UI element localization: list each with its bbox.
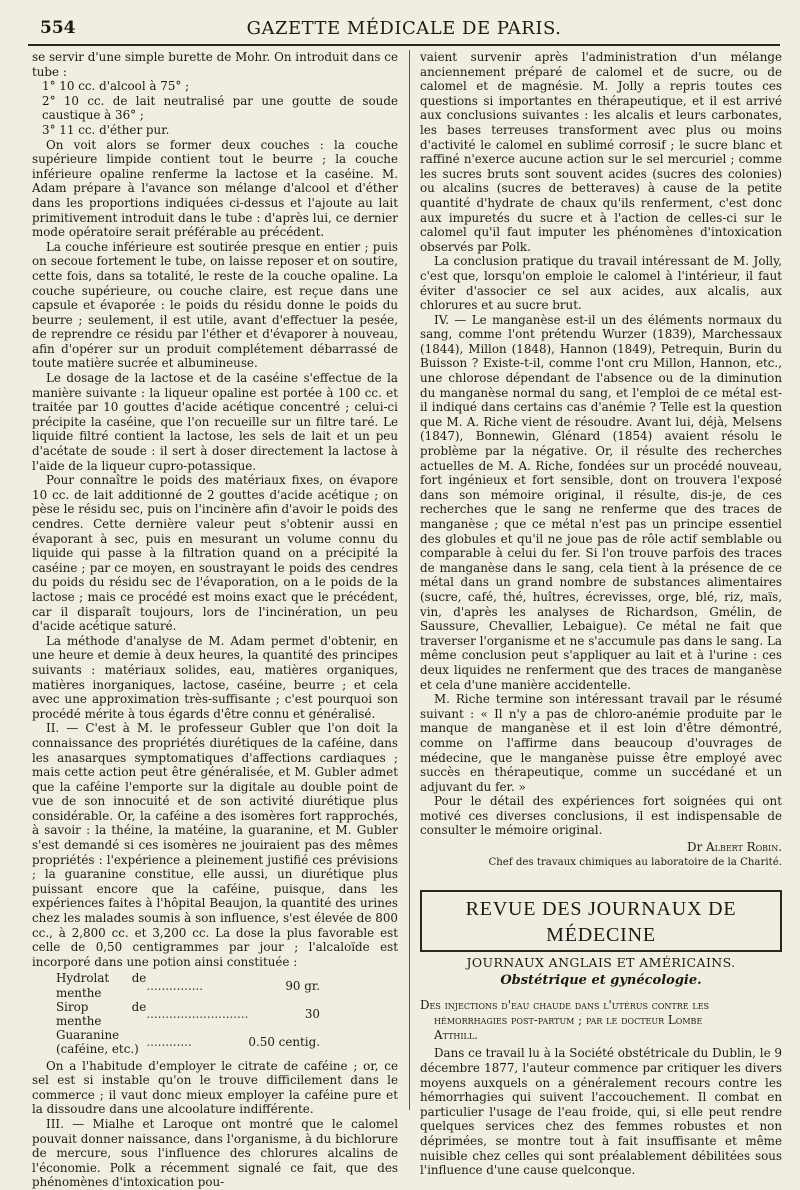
author-signature [420, 840, 782, 855]
paragraph: On a l'habitude d'employer le citrate de caféine ; or, ce sel est si instable qu'on le trouve difficilement dans le commerce ; il vaut donc mieux employer la caféine pure et la dissoudre dans une alcoolature indifférente. [32, 1058, 398, 1117]
list-item: 2° 10 cc. de lait neutralisé par une goutte de soude caustique à 36° ; [42, 93, 398, 123]
section-header-box [420, 890, 782, 952]
signature-prefix: Dr [687, 840, 703, 855]
article-title-line: Des injections d'eau chaude dans l'utérus contre les [420, 998, 710, 1013]
paragraph: M. Riche termine son intéressant travail par le résumé suivant : « Il n'y a pas de chloro-anémie produite par le manque de manganèse et il est loin d'être démontré, comme on l'affirme dans beaucoup d'ouvrages de médecine, que le manganèse puisse être employé avec succès en thérapeutique, comme un succédané et un adjuvant du fer. » [420, 692, 782, 794]
article-title [420, 998, 782, 1043]
left-column [32, 50, 398, 1190]
column-divider [409, 50, 410, 1110]
table-row [56, 1028, 356, 1056]
ingredient-amount: 90 gr. [285, 978, 320, 993]
right-column [420, 50, 782, 1178]
page-header [28, 14, 780, 46]
ingredient-name: Sirop de menthe [56, 999, 147, 1029]
paragraph: On voit alors se former deux couches : la couche supérieure limpide contient tout le beurre ; la couche inférieure opaline renferme la lactose et la caséine. M. Adam prépare à l'avance son mélange d'alcool et d'éther dans les proportions indiquées ci-dessus et l'ajoute au lait primitivement introduit dans le tube : d'après lui, ce dernier mode opératoire serait préférable au précédent. [32, 137, 398, 240]
list-item: 3° 11 cc. d'éther pur. [42, 122, 170, 137]
article-title-line: Atthill. [434, 1028, 478, 1043]
paragraph: se servir d'une simple burette de Mohr. On introduit dans ce tube : [32, 50, 398, 79]
leader-dots: ........................... [146, 1006, 249, 1021]
paragraph: III. — Mialhe et Laroque ont montré que le calomel pouvait donner naissance, dans l'organisme, à du bichlorure de mercure, sous l'influence des chlorures alcalins de l'économie. Polk a récemment signalé ce fait, que des phénomènes d'intoxication pou- [32, 1117, 398, 1190]
paragraph: Pour connaître le poids des matériaux fixes, on évapore 10 cc. de lait additionné de 2 gouttes d'acide acétique ; on pèse le résidu sec, puis on l'incinère afin d'avoir le poids des cendres. Cette dernière valeur peut s'obtenir aussi en évaporant à sec, puis en mesurant un volume connu du liquide qui passe à la filtration quand on a précipité la caséine ; par ce moyen, en soustrayant le poids des cendres du poids du résidu sec de l'évaporation, on a le poids de la lactose ; mais ce procédé est moins exact que le précédent, car il disparaît toujours, lors de l'incinération, un peu d'acide acétique saturé. [32, 473, 398, 634]
ingredient-name: Hydrolat de menthe [56, 971, 147, 1000]
leader-dots: ............ [146, 1035, 192, 1050]
section-subtitle: JOURNAUX ANGLAIS ET AMÉRICAINS. [466, 955, 736, 971]
paragraph: Pour le détail des expériences fort soignées qui ont motivé ces diverses conclusions, il est indispensable de consulter le mémoire original. [420, 794, 782, 838]
ingredient-amount: 30 [304, 1006, 320, 1021]
paragraph: II. — C'est à M. le professeur Gubler que l'on doit la connaissance des propriétés diurétiques de la caféine, dans les anasarques symptomatiques d'affections cardiaques ; mais cette action peut être généralisée, et M. Gubler admet que la caféine l'emporte sur la digitale au double point de vue de son innocuité et de son activité diurétique plus considérable. Or, la caféine a des isomères fort rapprochés, à savoir : la théine, la matéine, la guaranine, et M. Gubler s'est demandé si ces isomères ne jouiraient pas des mêmes propriétés : l'expérience a pleinement justifié ces prévisions ; la guaranine constitue, elle aussi, un diurétique plus puissant encore que la caféine, puisque, dans les expériences faites à l'hôpital Beaujon, la quantité des urines chez les malades soumis à son influence, s'est élevée de 800 cc., à 2,800 cc. et 3,200 cc. La dose la plus favorable est celle de 0,50 centigrammes par jour ; l'alcaloïde est incorporé dans une potion ainsi constituée : [32, 721, 398, 969]
journal-title: GAZETTE MÉDICALE DE PARIS. [246, 18, 562, 39]
paragraph: vaient survenir après l'administration d'un mélange anciennement préparé de calomel et de sucre, ou de calomel et de magnésie. M. Jolly a repris toutes ces questions si importantes en thérapeutique, et il est arrivé aux conclusions suivantes : les alcalis et leurs carbonates, les bases terreuses transforment avec plus ou moins d'activité le calomel en sublimé corrosif ; le sucre blanc et raffiné n'exerce aucune action sur le sel mercuriel ; comme les sucres bruts sont souvent acides (sucres des colonies) ou alcalins (sucres de betteraves) à cause de la petite quantité d'hydrate de chaux qu'ils renferment, c'est donc aux impuretés du sucre et à l'action de celles-ci sur le calomel qu'il faut imputer les phénomènes d'intoxication observés par Polk. [420, 50, 782, 254]
list-item: 1° 10 cc. d'alcool à 75° ; [42, 79, 190, 94]
paragraph: Le dosage de la lactose et de la caséine s'effectue de la manière suivante : la liqueur opaline est portée à 100 cc. et traitée par 10 gouttes d'acide acétique concentré ; celui-ci précipite la caséine, que l'on recueille sur un filtre taré. Le liquide filtré contient la lactose, les sels de lait et un peu d'acétate de soude : il sert à doser directement la lactose à l'aide de la liqueur cupro-potassique. [32, 371, 398, 473]
leader-dots: ............... [146, 978, 204, 993]
ingredient-name: Guaranine (caféine, etc.) [56, 1028, 139, 1057]
paragraph: La conclusion pratique du travail intéressant de M. Jolly, c'est que, lorsqu'on emploie le calomel à l'intérieur, il faut éviter d'associer ce sel aux acides, aux alcalis, aux chlorures et au sucre brut. [420, 254, 782, 313]
prescription-table [56, 971, 356, 1056]
signature-title: Chef des travaux chimiques au laboratoire de la Charité. [488, 856, 782, 868]
table-row [56, 1000, 356, 1028]
table-row [56, 971, 356, 999]
signature-name: Albert Robin. [706, 840, 782, 855]
ingredient-amount: 0.50 centig. [248, 1035, 320, 1050]
rubric-heading: Obstétrique et gynécologie. [500, 972, 702, 988]
paragraph: Dans ce travail lu à la Société obstétricale du Dublin, le 9 décembre 1877, l'auteur commence par critiquer les divers moyens auxquels on a généralement recours contre les hémorrhagies qui suivent l'accouchement. Il combat en particulier l'usage de l'eau froide, qui, si elle peut rendre quelques services chez des femmes robustes et non déprimées, se montre tout à fait insuffisante et même nuisible chez celles qui sont préalablement débilitées sous l'influence d'une cause quelconque. [420, 1046, 782, 1178]
page-number: 554 [40, 18, 76, 38]
paragraph: IV. — Le manganèse est-il un des éléments normaux du sang, comme l'ont prétendu Wurzer (1839), Marchessaux (1844), Millon (1848), Hannon (1849), Petrequin, Burin du Buisson ? Existe-t-il, comme l'ont cru Millon, Hannon, etc., une chlorose dépendant de l'absence ou de la diminution du manganèse normal du sang, et l'emploi de ce métal est-il indiqué dans certains cas d'anémie ? Telle est la question que M. A. Riche vient de résoudre. Avant lui, déjà, Melsens (1847), Bonnewin, Glénard (1854) avaient résolu le problème par la négative. Or, il résulte des recherches actuelles de M. A. Riche, fondées sur un procédé nouveau, fort ingénieux et fort sensible, dont on trouvera l'exposé dans son mémoire original, il résulte, dis-je, de ces recherches que le sang ne renferme que des traces de manganèse ; que ce métal n'est pas un principe essentiel des globules et qu'il ne joue pas de rôle actif semblable ou comparable à celui du fer. Si l'on trouve parfois des traces de manganèse dans le sang, cela tient à la présence de ce métal dans un grand nombre de substances alimentaires (sucre, café, thé, huîtres, écrevisses, orge, blé, riz, maïs, vin, d'après les analyses de Richardson, Gmélin, de Saussure, Chevallier, Lebaigue). Ce métal ne fait que traverser l'organisme et ne s'accumule pas dans le sang. La même conclusion peut s'appliquer au lait et à l'urine : ces deux liquides ne renferment que des traces de manganèse et cela d'une manière accidentelle. [420, 312, 782, 692]
paragraph: La couche inférieure est soutirée presque en entier ; puis on secoue fortement le tube, on laisse reposer et on soutire, cette fois, dans sa totalité, le reste de la couche opaline. La couche supérieure, ou couche claire, est reçue dans une capsule et évaporée : le poids du résidu donne le poids du beurre ; seulement, il est utile, avant d'effectuer la pesée, de reprendre ce résidu par l'éther et d'évaporer à nouveau, afin d'opérer sur un produit complétement débarrassé de toute matière sucrée et albumineuse. [32, 239, 398, 371]
article-title-line: hémorrhagies post-partum ; par le docteur Lombe [434, 1013, 703, 1028]
paragraph: La méthode d'analyse de M. Adam permet d'obtenir, en une heure et demie à deux heures, la quantité des principes suivants : matériaux solides, eau, matières organiques, matières inorganiques, lactose, caséine, beurre ; et cela avec une approximation très-suffisante ; c'est pourquoi son procédé mérite à tous égards d'être connu et généralisé. [32, 633, 398, 721]
section-title: REVUE DES JOURNAUX DE MÉDECINE [465, 898, 737, 947]
